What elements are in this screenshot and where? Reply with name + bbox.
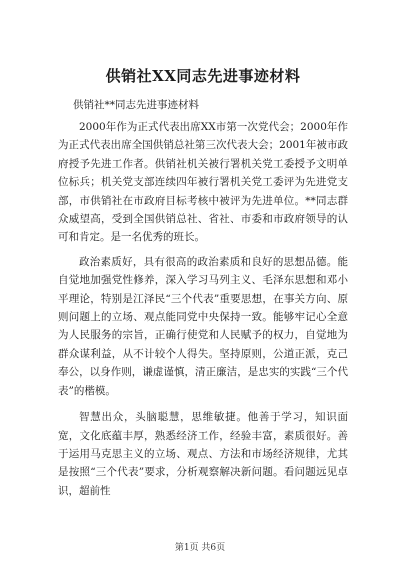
paragraph-wisdom: 智慧出众，头脑聪慧，思维敏捷。他善于学习，知识面宽，文化底蕴丰厚，熟悉经济工作，经验丰富，素质很好。善于运用马克思主义的立场、观点、方法和市场经济规律，尤其是按照“三个代表”要求，分析观察解决新问题。看问题远见卓识，超前性 xyxy=(58,411,348,497)
document-title: 供销社XX同志先进事迹材料 xyxy=(105,67,301,85)
document-subtitle: 供销社**同志先进事迹材料 xyxy=(73,99,199,111)
paragraph-honors: 2000年作为正式代表出席XX市第一次党代会；2000年作为正式代表出席全国供销总社第三次代表大会；2001年被市政府授予先进工作者。供销社机关被行署机关党工委授予文明单位标兵；机关党支部连续四年被行署机关党工委评为先进党支部，市供销社在市政府目标考核中被评为先进单位。**同志群众威望高，受到全国供销总社、省社、市委和市政府领导的认可和肯定。是一名优秀的班长。 xyxy=(58,121,348,244)
paragraph-political-quality: 政治素质好，具有很高的政治素质和良好的思想品德。能自觉地加强党性修养，深入学习马列主义、毛泽东思想和邓小平理论，特别是江泽民“三个代表”重要思想，在事关方向、原则问题上的立场、观点能同党中央保持一致。能够牢记心全意为人民服务的宗旨，正确行使党和人民赋予的权力，自觉地为群众谋利益，从不计较个人得失。坚持原则，公道正派，克己奉公，以身作则，谦虚谨慎，清正廉洁，是忠实的实践“三个代表”的楷模。 xyxy=(58,255,348,397)
page-footer: 第1页 共6页 xyxy=(174,543,226,553)
